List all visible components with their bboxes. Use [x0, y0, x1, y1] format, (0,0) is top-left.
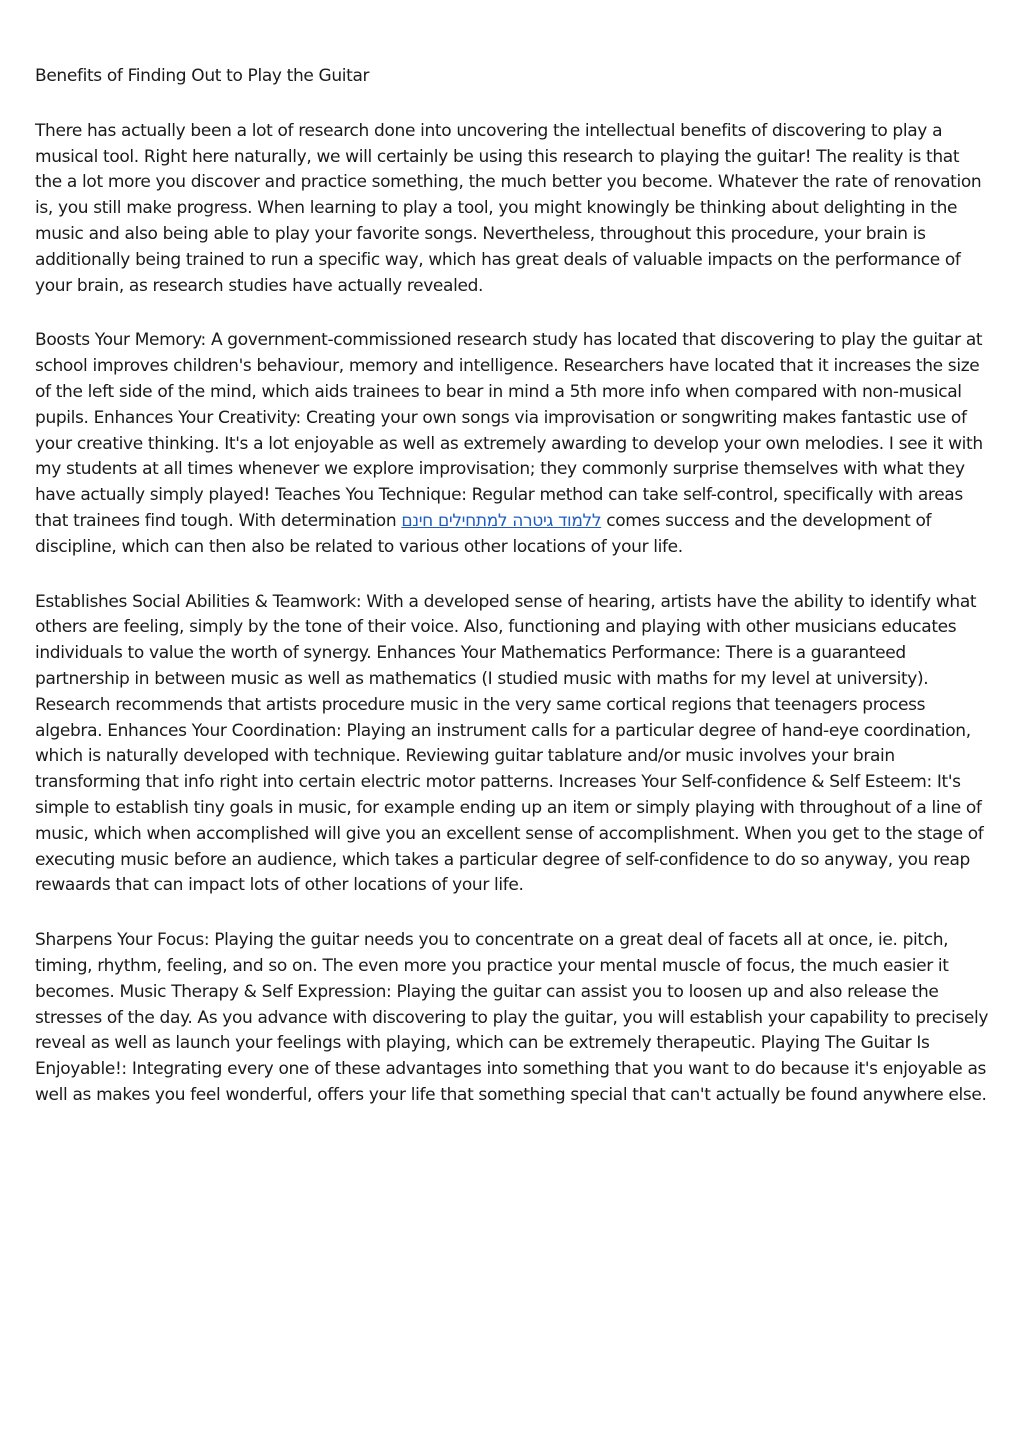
paragraph-intro: There has actually been a lot of research done into uncovering the intellectual benefits of discovering to play a musical tool. Right here naturally, we will certainly be using this research to playing the guitar! The reality is that the a lot more you discover and practice something, the much better you become. Whatever the rate of renovation is, you still make progress. When learning to play a tool, you might knowingly be thinking about delighting in the music and also being able to play your favorite songs. Nevertheless, throughout this procedure, your brain is additionally being trained to run a specific way, which has great deals of valuable impacts on the performance of your brain, as research studies have actually revealed.	[35, 120, 982, 296]
paragraph-memory-text-end: comes success and the development of discipline, which can then also be related to various other locations of your life.	[35, 510, 932, 557]
guitar-lessons-link[interactable]: ללמוד גיטרה למתחילים חינם	[401, 510, 602, 531]
paragraph-memory-text: Boosts Your Memory: A government-commissioned research study has located that discovering to play the guitar at school improves children's behaviour, memory and intelligence. Researchers have located that it increases the size of the left side of the mind, which aids trainees to bear in mind a 5th more info when compared with non-musical pupils. Enhances Your Creativity: Creating your own songs via improvisation or songwriting makes fantastic use of your creative thinking. It's a lot enjoyable as well as extremely awarding to develop your own melodies. I see it with my students at all times whenever we explore improvisation; they commonly surprise themselves with what they have actually simply played! Teaches You Technique: Regular method can take self-control, specifically with areas that trainees find tough. With determination	[35, 330, 983, 531]
paragraph-social: Establishes Social Abilities & Teamwork: With a developed sense of hearing, artists have the ability to identify what others are feeling, simply by the tone of their voice. Also, functioning and playing with other musicians educates individuals to value the worth of synergy. Enhances Your Mathematics Performance: There is a guaranteed partnership in between music as well as mathematics (I studied music with maths for my level at university). Research recommends that artists procedure music in the very same cortical regions that teenagers process algebra. Enhances Your Coordination: Playing an instrument calls for a particular degree of hand-eye coordination, which is naturally developed with technique. Reviewing guitar tablature and/or music involves your brain transforming that info right into certain electric motor patterns. Increases Your Self-confidence & Self Esteem: It's simple to establish tiny goals in music, for example ending up an item or simply playing with throughout of a line of music, which when accomplished will give you an excellent sense of accomplishment. When you get to the stage of executing music before an audience, which takes a particular degree of self-confidence to do so anyway, you reap rewaards that can impact lots of other locations of your life.	[35, 591, 984, 896]
document-title: Benefits of Finding Out to Play the Guitar	[35, 66, 370, 86]
paragraph-focus: Sharpens Your Focus: Playing the guitar needs you to concentrate on a great deal of facets all at once, ie. pitch, timing, rhythm, feeling, and so on. The even more you practice your mental muscle of focus, the much easier it becomes. Music Therapy & Self Expression: Playing the guitar can assist you to loosen up and also release the stresses of the day. As you advance with discovering to play the guitar, you will establish your capability to precisely reveal as well as launch your feelings with playing, which can be extremely therapeutic. Playing The Guitar Is Enjoyable!: Integrating every one of these advantages into something that you want to do because it's enjoyable as well as makes you feel wonderful, offers your life that something special that can't actually be found anywhere else.	[35, 930, 989, 1105]
document-page	[35, 64, 991, 1138]
paragraph-memory	[35, 328, 991, 560]
